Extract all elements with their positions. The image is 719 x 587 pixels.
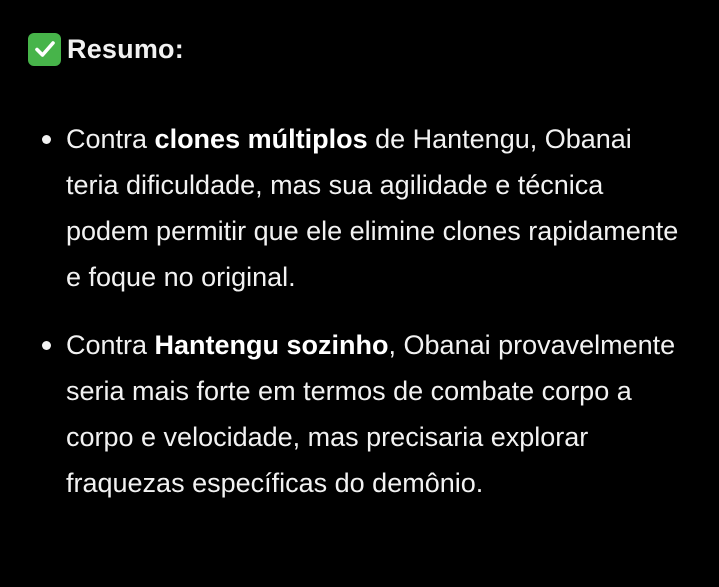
list-item-prefix: Contra [66,124,155,154]
list-item-prefix: Contra [66,330,155,360]
bullet-icon [42,135,51,144]
list-item [28,116,688,300]
summary-title: Resumo: [67,33,184,64]
list-item-bold: Hantengu sozinho [154,330,389,360]
list-item [28,322,688,506]
check-mark-icon [28,33,61,66]
list-item-suffix: , Obanai provavelmente seria mais forte em termos de combate corpo a corpo e velocidade, mas precisaria explorar fraquezas específicas do demônio. [66,330,676,498]
list-item-suffix: de Hantengu, Obanai teria dificuldade, mas sua agilidade e técnica podem permitir que ele elimine clones rapidamente e foque no original. [66,124,679,292]
list-item-bold: clones múltiplos [154,124,368,154]
summary-heading [28,31,184,67]
list-item-text [66,330,675,498]
list-item-text [66,124,678,292]
bullet-icon [42,341,51,350]
summary-list [28,116,688,528]
